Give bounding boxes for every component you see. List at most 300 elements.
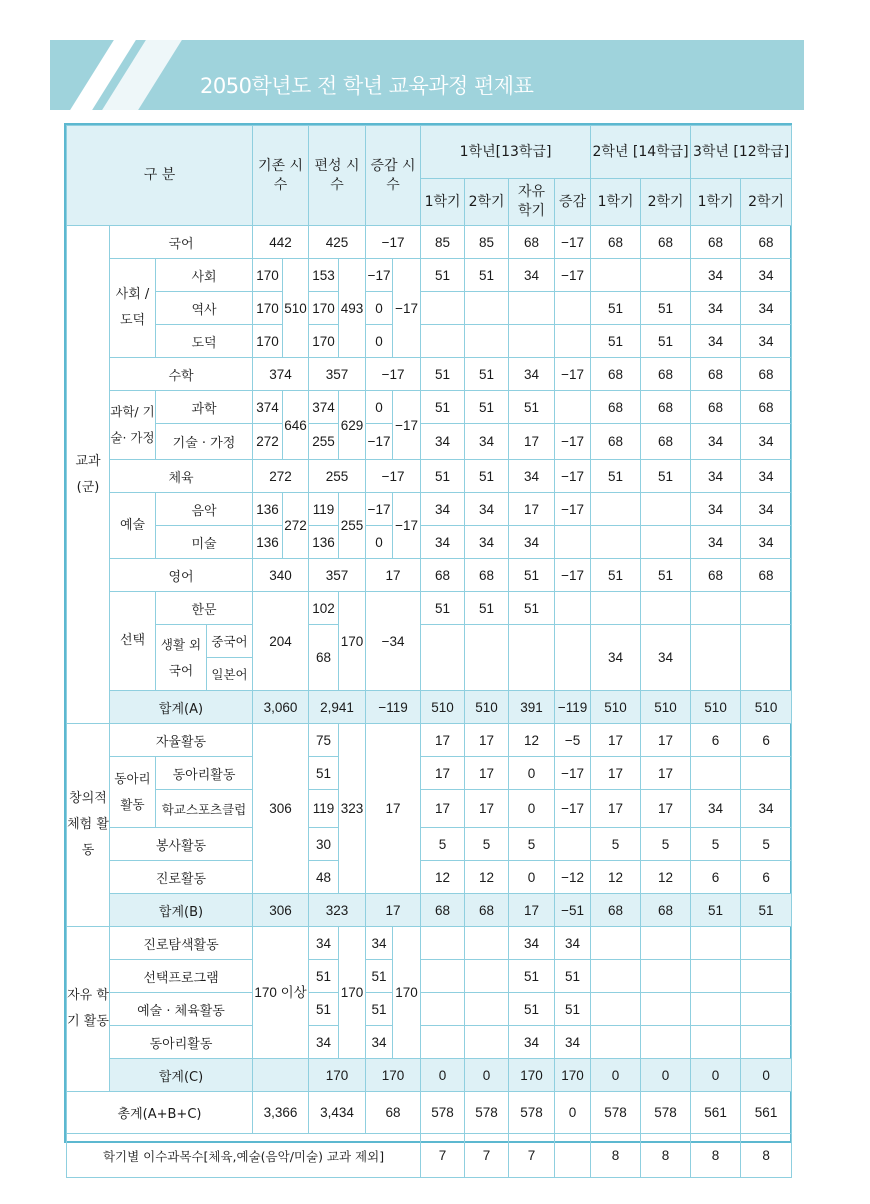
plan-hours: 51 [309,993,339,1026]
table-row [67,424,792,460]
value-cell [465,1026,509,1059]
value-cell: 34 [555,1026,591,1059]
value-cell [741,927,792,960]
table-row [67,226,792,259]
plan-hours: 170 [309,325,339,358]
value-cell [691,1026,741,1059]
plan-hours: 102 [309,592,339,625]
value-cell [591,993,641,1026]
value-cell: 12 [421,861,465,894]
value-cell: 34 [509,526,555,559]
value-cell: 578 [465,1092,509,1134]
value-cell [465,993,509,1026]
value-cell: 34 [465,493,509,526]
value-cell: 51 [591,559,641,592]
subject-count-label: 학기별 이수과목수[체육,예술(음악/미술) 교과 제외] [67,1134,421,1178]
value-cell [641,592,691,625]
value-cell: 510 [741,691,792,724]
value-cell [741,592,792,625]
value-cell: 68 [421,894,465,927]
value-cell: 17 [509,424,555,460]
value-cell [555,592,591,625]
diff-hours: −119 [366,691,421,724]
plan-hours: 30 [309,828,339,861]
base-total: 306 [253,724,309,894]
value-cell: 34 [421,493,465,526]
header-free-sem: 자유 학기 [509,179,555,226]
value-cell: 51 [641,325,691,358]
plan-total: 323 [339,724,366,894]
value-cell: −17 [555,226,591,259]
subject-name: 역사 [156,292,253,325]
subject-name: 한문 [156,592,253,625]
subgroup-life-foreign: 생활 외국어 [156,625,207,691]
value-cell: 12 [641,861,691,894]
value-cell: 51 [421,259,465,292]
value-cell [741,757,792,790]
value-cell: 34 [741,292,792,325]
subject-name: 수학 [110,358,253,391]
header-change: 증감 [555,179,591,226]
diff-total: −17 [393,259,421,358]
subject-name: 사회 [156,259,253,292]
value-cell: 51 [691,894,741,927]
table-row [67,927,792,960]
value-cell: 68 [741,559,792,592]
diff-hours: 0 [366,526,393,559]
table-row [67,757,792,790]
header-grade3: 3학년 [12학급] [691,126,792,179]
header-base-hours: 기존 시수 [253,126,309,226]
value-cell [641,493,691,526]
value-cell: 17 [641,757,691,790]
base-hours [253,1059,309,1092]
plan-hours: 119 [309,493,339,526]
value-cell: 34 [509,1026,555,1059]
value-cell: −17 [555,559,591,592]
value-cell [641,993,691,1026]
group-creative: 창의적 체험 활동 [67,724,110,927]
table-row [67,724,792,757]
value-cell: 578 [591,1092,641,1134]
value-cell: −51 [555,894,591,927]
plan-hours: 51 [309,757,339,790]
subgroup-science: 과학/ 기술· 가정 [110,391,156,460]
diff-total: 17 [366,724,421,894]
value-cell: 34 [741,790,792,828]
value-cell: 68 [641,358,691,391]
value-cell [741,993,792,1026]
value-cell [641,960,691,993]
value-cell: 170 [509,1059,555,1092]
value-cell: 68 [691,226,741,259]
base-hours: 306 [253,894,309,927]
diff-hours: 0 [366,325,393,358]
subject-name: 진로활동 [110,861,253,894]
header-grade2: 2학년 [14학급] [591,126,691,179]
diff-hours: 17 [366,559,421,592]
base-hours: 136 [253,526,283,559]
base-total: 170 이상 [253,927,309,1059]
table-row [67,1026,792,1059]
value-cell: 170 [555,1059,591,1092]
subject-name: 자율활동 [110,724,253,757]
value-cell: 34 [509,358,555,391]
value-cell: 51 [555,960,591,993]
subject-name: 동아리활동 [110,1026,253,1059]
value-cell: 34 [741,526,792,559]
grand-total-label: 총계(A+B+C) [67,1092,253,1134]
value-cell [741,625,792,691]
value-cell [591,960,641,993]
value-cell [741,960,792,993]
value-cell: 68 [691,391,741,424]
value-cell [555,625,591,691]
value-cell: 7 [421,1134,465,1178]
value-cell: 34 [509,259,555,292]
curriculum-table [66,125,792,1178]
value-cell: 51 [741,894,792,927]
plan-hours: 2,941 [309,691,366,724]
subject-name: 학교스포츠클럽 [156,790,253,828]
plan-hours: 51 [309,960,339,993]
value-cell: 561 [691,1092,741,1134]
value-cell: 510 [465,691,509,724]
value-cell: 34 [741,325,792,358]
value-cell: 34 [691,325,741,358]
value-cell [591,526,641,559]
value-cell [509,325,555,358]
plan-hours: 255 [309,460,366,493]
plan-total: 170 [339,927,366,1059]
value-cell: 8 [741,1134,792,1178]
header-sem1: 1학기 [421,179,465,226]
value-cell: 34 [465,424,509,460]
table-row-total [67,1092,792,1134]
value-cell: −12 [555,861,591,894]
subject-name: 체육 [110,460,253,493]
value-cell: 17 [641,790,691,828]
subject-name: 과학 [156,391,253,424]
value-cell [555,292,591,325]
value-cell: 8 [691,1134,741,1178]
value-cell [421,993,465,1026]
value-cell: 17 [591,757,641,790]
subject-name: 일본어 [207,658,253,691]
base-hours: 136 [253,493,283,526]
value-cell: 17 [591,724,641,757]
base-hours: 170 [253,259,283,292]
value-cell [691,927,741,960]
value-cell: 34 [691,526,741,559]
subject-name: 중국어 [207,625,253,658]
table-row [67,460,792,493]
table-row [67,592,792,625]
plan-hours: 357 [309,358,366,391]
value-cell: 34 [691,424,741,460]
value-cell: −17 [555,358,591,391]
value-cell: 68 [741,391,792,424]
subject-name: 봉사활동 [110,828,253,861]
value-cell: 51 [465,391,509,424]
plan-hours: 75 [309,724,339,757]
curriculum-table-container [64,123,792,1164]
value-cell: 51 [465,460,509,493]
value-cell: −17 [555,790,591,828]
value-cell [465,960,509,993]
value-cell: 34 [641,625,691,691]
value-cell: 0 [555,1092,591,1134]
value-cell: 34 [691,790,741,828]
value-cell: 510 [641,691,691,724]
value-cell: 5 [741,828,792,861]
value-cell [691,592,741,625]
table-row [67,960,792,993]
value-cell: 578 [509,1092,555,1134]
plan-hours: 34 [309,1026,339,1059]
table-row [67,292,792,325]
value-cell [421,927,465,960]
value-cell [691,993,741,1026]
value-cell: 0 [591,1059,641,1092]
value-cell: 51 [641,559,691,592]
base-hours: 170 [253,325,283,358]
diff-total: −17 [393,391,421,460]
diff-hours: −17 [366,226,421,259]
value-cell: 17 [641,724,691,757]
table-row [67,625,792,658]
value-cell [465,325,509,358]
diff-hours: −17 [366,259,393,292]
value-cell: 6 [691,724,741,757]
value-cell: 578 [421,1092,465,1134]
value-cell: 8 [641,1134,691,1178]
value-cell: 17 [421,757,465,790]
value-cell [641,927,691,960]
value-cell: 7 [465,1134,509,1178]
table-row [67,259,792,292]
value-cell: 68 [465,894,509,927]
value-cell: 17 [509,894,555,927]
diff-hours: 17 [366,894,421,927]
value-cell: −17 [555,757,591,790]
sum-label: 합계(B) [110,894,253,927]
header-grade1: 1학년[13학급] [421,126,591,179]
table-row [67,526,792,559]
value-cell [691,757,741,790]
value-cell: 34 [741,460,792,493]
diff-total: −17 [393,493,421,559]
value-cell: 68 [641,391,691,424]
table-row [67,493,792,526]
diff-hours: 170 [366,1059,421,1092]
value-cell [555,828,591,861]
diff-hours: 0 [366,391,393,424]
plan-hours: 119 [309,790,339,828]
value-cell: 34 [691,292,741,325]
value-cell [591,259,641,292]
diff-hours: −17 [366,424,393,460]
value-cell: 51 [591,460,641,493]
plan-total: 493 [339,259,366,358]
value-cell [641,259,691,292]
value-cell [421,960,465,993]
subject-name: 미술 [156,526,253,559]
value-cell: 17 [421,724,465,757]
value-cell: 34 [465,526,509,559]
base-total: 510 [283,259,309,358]
table-row [67,861,792,894]
sum-label: 합계(A) [110,691,253,724]
value-cell: 578 [641,1092,691,1134]
diff-hours: 34 [366,927,393,960]
plan-hours: 323 [309,894,366,927]
table-row-count [67,1134,792,1178]
value-cell: 34 [509,460,555,493]
plan-total: 170 [339,592,366,691]
subgroup-elective: 선택 [110,592,156,691]
value-cell: 34 [591,625,641,691]
value-cell: 51 [465,259,509,292]
value-cell: 5 [641,828,691,861]
value-cell: 17 [465,724,509,757]
value-cell: 68 [421,559,465,592]
table-row [67,993,792,1026]
base-hours: 3,060 [253,691,309,724]
value-cell: 51 [465,358,509,391]
diff-total: 170 [393,927,421,1059]
value-cell: 68 [741,358,792,391]
value-cell: 0 [465,1059,509,1092]
value-cell [465,625,509,691]
header-sem2: 2학기 [465,179,509,226]
value-cell [509,292,555,325]
header-diff-hours: 증감 시수 [366,126,421,226]
plan-hours: 170 [309,292,339,325]
value-cell: 0 [421,1059,465,1092]
diff-total: −34 [366,592,421,691]
value-cell: −17 [555,424,591,460]
value-cell: 12 [465,861,509,894]
value-cell: 51 [465,592,509,625]
header-sem2: 2학기 [741,179,792,226]
table-row [67,391,792,424]
plan-hours: 153 [309,259,339,292]
plan-hours: 425 [309,226,366,259]
plan-hours: 48 [309,861,339,894]
subject-name: 영어 [110,559,253,592]
value-cell: 68 [691,559,741,592]
value-cell: 510 [691,691,741,724]
value-cell [555,526,591,559]
base-hours: 3,366 [253,1092,309,1134]
value-cell: 68 [591,391,641,424]
value-cell: 0 [691,1059,741,1092]
value-cell: −119 [555,691,591,724]
value-cell: 0 [509,790,555,828]
value-cell: 51 [421,460,465,493]
table-row [67,325,792,358]
diff-hours: −17 [366,358,421,391]
table-row [67,828,792,861]
value-cell: 561 [741,1092,792,1134]
diff-hours: 0 [366,292,393,325]
value-cell: 68 [591,358,641,391]
subgroup-club: 동아리 활동 [110,757,156,828]
subject-name: 기술 · 가정 [156,424,253,460]
value-cell [555,391,591,424]
subject-name: 국어 [110,226,253,259]
table-row [67,790,792,828]
diff-hours: −17 [366,493,393,526]
value-cell: 17 [591,790,641,828]
table-row [67,559,792,592]
plan-hours: 357 [309,559,366,592]
value-cell: 51 [421,592,465,625]
value-cell: 12 [509,724,555,757]
value-cell [591,1026,641,1059]
plan-hours: 170 [309,1059,366,1092]
value-cell: 85 [465,226,509,259]
plan-hours: 68 [309,625,339,691]
value-cell: 34 [741,259,792,292]
value-cell: 51 [509,960,555,993]
header-sem2: 2학기 [641,179,691,226]
value-cell [691,625,741,691]
value-cell: 510 [591,691,641,724]
value-cell: 51 [641,460,691,493]
value-cell [591,927,641,960]
value-cell: −17 [555,493,591,526]
base-total: 646 [283,391,309,460]
subject-name: 진로탐색활동 [110,927,253,960]
subject-name: 도덕 [156,325,253,358]
base-hours: 442 [253,226,309,259]
diff-hours: −17 [366,460,421,493]
subject-name: 음악 [156,493,253,526]
value-cell: 6 [741,861,792,894]
value-cell: 68 [509,226,555,259]
value-cell [509,625,555,691]
subject-name: 동아리활동 [156,757,253,790]
table-row [67,358,792,391]
value-cell: 51 [509,993,555,1026]
value-cell [465,927,509,960]
value-cell: 7 [509,1134,555,1178]
value-cell: 34 [691,259,741,292]
diff-hours: 34 [366,1026,393,1059]
value-cell: 34 [555,927,591,960]
value-cell: −17 [555,460,591,493]
value-cell: 17 [509,493,555,526]
value-cell: 68 [591,894,641,927]
value-cell: 68 [465,559,509,592]
value-cell: 5 [465,828,509,861]
value-cell: 0 [509,757,555,790]
value-cell: 68 [641,894,691,927]
value-cell: 12 [591,861,641,894]
value-cell: 510 [421,691,465,724]
value-cell: 51 [591,325,641,358]
base-hours: 170 [253,292,283,325]
value-cell [421,1026,465,1059]
header-sem1: 1학기 [591,179,641,226]
title-banner [50,40,804,110]
base-total: 204 [253,592,309,691]
value-cell: 8 [591,1134,641,1178]
base-hours: 272 [253,460,309,493]
value-cell: 85 [421,226,465,259]
